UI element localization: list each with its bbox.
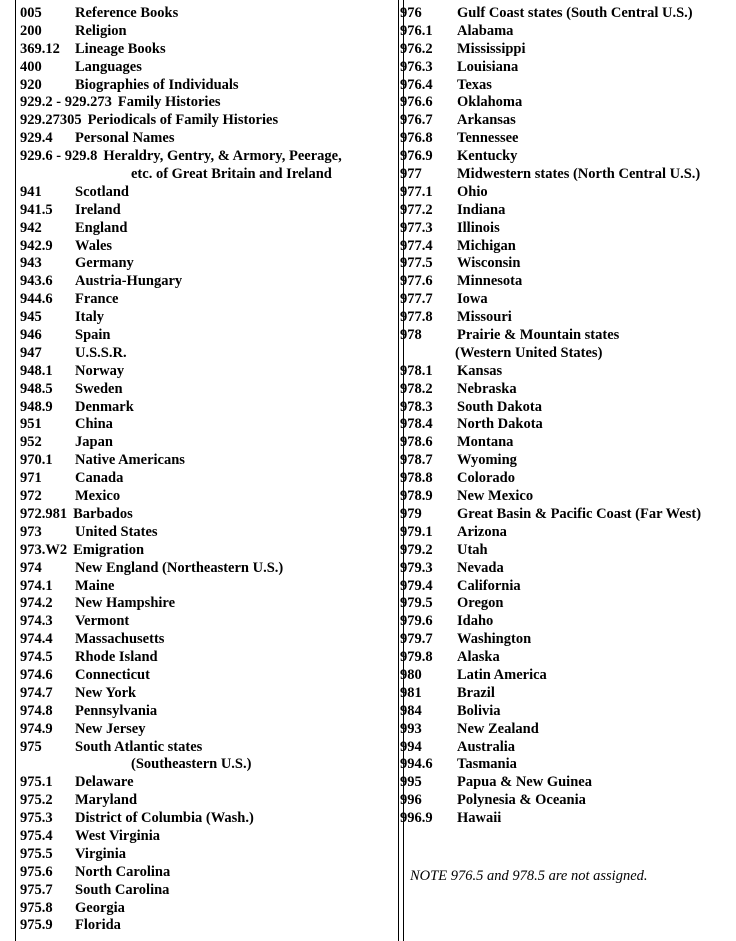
classification-row xyxy=(20,828,390,846)
classification-code: 979.3 xyxy=(400,559,433,576)
classification-label: Scotland xyxy=(75,183,129,200)
classification-label: Delaware xyxy=(75,774,134,791)
classification-code: 972.981 xyxy=(20,505,68,522)
classification-row xyxy=(400,220,736,238)
classification-code: 974.3 xyxy=(20,613,53,630)
classification-row xyxy=(400,309,736,327)
classification-row xyxy=(20,434,390,452)
classification-code: 978.8 xyxy=(400,470,433,487)
classification-label: Papua & New Guinea xyxy=(457,774,592,791)
classification-row xyxy=(20,917,390,935)
classification-row xyxy=(20,613,390,631)
classification-row xyxy=(400,399,736,417)
classification-row xyxy=(20,41,390,59)
classification-label: New Hampshire xyxy=(75,595,176,612)
classification-row xyxy=(20,273,390,291)
classification-label: Tennessee xyxy=(457,130,519,147)
classification-code: 942.9 xyxy=(20,237,53,254)
classification-label: South Carolina xyxy=(75,881,170,898)
classification-row xyxy=(400,202,736,220)
classification-label: U.S.S.R. xyxy=(75,344,127,361)
classification-label: Ireland xyxy=(75,201,121,218)
classification-code: 941.5 xyxy=(20,201,53,218)
classification-label: England xyxy=(75,219,128,236)
classification-code: 974.9 xyxy=(20,720,53,737)
classification-row xyxy=(400,363,736,381)
classification-label: Australia xyxy=(457,738,515,755)
classification-label: New Jersey xyxy=(75,720,146,737)
classification-label: Michigan xyxy=(457,237,516,254)
classification-row xyxy=(400,94,736,112)
left-classification-column xyxy=(20,5,390,935)
classification-row xyxy=(400,148,736,166)
classification-code: 995 xyxy=(400,774,422,791)
classification-code: 994.6 xyxy=(400,756,433,773)
classification-label: Kansas xyxy=(457,362,503,379)
classification-row xyxy=(20,399,390,417)
classification-label: West Virginia xyxy=(75,827,160,844)
classification-row xyxy=(400,434,736,452)
classification-label: Connecticut xyxy=(75,666,150,683)
classification-code: 976.6 xyxy=(400,94,433,111)
classification-code: 005 xyxy=(20,5,42,21)
classification-label: Denmark xyxy=(75,398,134,415)
classification-label: Oklahoma xyxy=(457,94,523,111)
classification-code: 975.6 xyxy=(20,863,53,880)
classification-label: Colorado xyxy=(457,470,515,487)
classification-code: 976.9 xyxy=(400,148,433,165)
classification-code: 996.9 xyxy=(400,810,433,827)
classification-row xyxy=(400,631,736,649)
classification-row xyxy=(20,703,390,721)
classification-code: 974.2 xyxy=(20,595,53,612)
classification-code: 941 xyxy=(20,183,42,200)
classification-label: Norway xyxy=(75,362,125,379)
left-border-rule xyxy=(15,0,16,941)
classification-row xyxy=(400,774,736,792)
classification-row xyxy=(20,130,390,148)
classification-code: 952 xyxy=(20,434,42,451)
classification-code: 972 xyxy=(20,488,42,505)
classification-row xyxy=(400,792,736,810)
classification-row xyxy=(20,578,390,596)
classification-code: 978.4 xyxy=(400,416,433,433)
classification-label: Illinois xyxy=(457,219,500,236)
classification-row xyxy=(20,667,390,685)
classification-label: Rhode Island xyxy=(75,649,158,666)
classification-code: 946 xyxy=(20,327,42,344)
classification-code: 948.1 xyxy=(20,362,53,379)
classification-code: 974.1 xyxy=(20,577,53,594)
classification-label: Utah xyxy=(457,541,488,558)
classification-code: 979.6 xyxy=(400,613,433,630)
classification-row xyxy=(20,416,390,434)
classification-label: North Carolina xyxy=(75,863,171,880)
classification-row xyxy=(20,166,390,184)
classification-row xyxy=(400,327,736,345)
classification-label: Massachusetts xyxy=(75,631,165,648)
classification-label: Austria-Hungary xyxy=(75,273,183,290)
classification-row xyxy=(20,560,390,578)
classification-row xyxy=(20,148,390,166)
classification-code: 978.7 xyxy=(400,452,433,469)
classification-row xyxy=(400,470,736,488)
classification-label: South Dakota xyxy=(457,398,543,415)
classification-row xyxy=(20,649,390,667)
classification-label: Germany xyxy=(75,255,134,272)
classification-code: 977 xyxy=(400,166,422,183)
classification-code: 979.8 xyxy=(400,649,433,666)
classification-code: 976.7 xyxy=(400,112,433,129)
classification-label-continuation: (Western United States) xyxy=(455,344,603,361)
classification-code: 974.4 xyxy=(20,631,53,648)
classification-row xyxy=(20,739,390,757)
column-divider-rule xyxy=(398,0,399,941)
classification-label-continuation: etc. of Great Britain and Ireland xyxy=(131,166,332,183)
classification-label: Bolivia xyxy=(457,702,501,719)
classification-code: 977.7 xyxy=(400,291,433,308)
classification-row xyxy=(20,488,390,506)
classification-code: 979.5 xyxy=(400,595,433,612)
classification-label: Montana xyxy=(457,434,514,451)
classification-row xyxy=(20,774,390,792)
classification-label: New England (Northeastern U.S.) xyxy=(75,559,284,576)
classification-label: Canada xyxy=(75,470,124,487)
classification-label: Biographies of Individuals xyxy=(75,76,239,93)
classification-row xyxy=(400,112,736,130)
classification-row xyxy=(400,578,736,596)
classification-code: 975.8 xyxy=(20,899,53,916)
classification-label: Indiana xyxy=(457,201,506,218)
classification-code: 942 xyxy=(20,219,42,236)
classification-code: 979.7 xyxy=(400,631,433,648)
classification-row xyxy=(20,94,390,112)
classification-row xyxy=(20,756,390,774)
classification-label-continuation: (Southeastern U.S.) xyxy=(131,756,252,773)
classification-row xyxy=(20,363,390,381)
classification-row xyxy=(400,23,736,41)
classification-code: 996 xyxy=(400,792,422,809)
classification-row xyxy=(400,273,736,291)
classification-code: 977.2 xyxy=(400,201,433,218)
classification-label: Hawaii xyxy=(457,810,502,827)
classification-label: Mississippi xyxy=(457,40,526,57)
classification-code: 979.2 xyxy=(400,541,433,558)
classification-row xyxy=(20,381,390,399)
classification-row xyxy=(20,23,390,41)
classification-code: 976.2 xyxy=(400,40,433,57)
classification-label: China xyxy=(75,416,113,433)
classification-code: 978.1 xyxy=(400,362,433,379)
classification-code: 943 xyxy=(20,255,42,272)
classification-label: Personal Names xyxy=(75,130,175,147)
classification-row xyxy=(400,721,736,739)
note-text: NOTE 976.5 and 978.5 are not assigned. xyxy=(410,868,648,884)
classification-code: 976 xyxy=(400,5,422,21)
classification-row xyxy=(400,255,736,273)
classification-code: 978.2 xyxy=(400,380,433,397)
right-classification-column xyxy=(400,5,736,828)
classification-label: Mexico xyxy=(75,488,121,505)
classification-code: 973 xyxy=(20,523,42,540)
classification-row xyxy=(400,166,736,184)
classification-code: 993 xyxy=(400,720,422,737)
classification-row xyxy=(400,59,736,77)
classification-label: Emigration xyxy=(73,541,145,558)
classification-row xyxy=(400,703,736,721)
classification-label: Arkansas xyxy=(457,112,516,129)
classification-code: 929.6 - 929.8 xyxy=(20,148,98,165)
classification-label: Vermont xyxy=(75,613,130,630)
classification-label: Periodicals of Family Histories xyxy=(87,112,279,129)
classification-code: 977.1 xyxy=(400,183,433,200)
classification-label: Kentucky xyxy=(457,148,518,165)
classification-row xyxy=(20,77,390,95)
classification-code: 970.1 xyxy=(20,452,53,469)
classification-row xyxy=(20,184,390,202)
classification-label: District of Columbia (Wash.) xyxy=(75,810,254,827)
classification-label: Midwestern states (North Central U.S.) xyxy=(457,166,701,183)
classification-row xyxy=(20,309,390,327)
classification-code: 975 xyxy=(20,738,42,755)
classification-code: 977.4 xyxy=(400,237,433,254)
classification-label: Brazil xyxy=(457,684,495,701)
classification-code: 943.6 xyxy=(20,273,53,290)
classification-label: Texas xyxy=(457,76,492,93)
classification-row xyxy=(400,77,736,95)
classification-label: Polynesia & Oceania xyxy=(457,792,586,809)
classification-row xyxy=(400,685,736,703)
classification-row xyxy=(20,542,390,560)
classification-code: 976.1 xyxy=(400,22,433,39)
classification-code: 977.5 xyxy=(400,255,433,272)
classification-label: New Mexico xyxy=(457,488,534,505)
classification-row xyxy=(400,184,736,202)
classification-row xyxy=(20,345,390,363)
classification-row xyxy=(400,613,736,631)
classification-label: Nebraska xyxy=(457,380,517,397)
classification-label: Wisconsin xyxy=(457,255,521,272)
classification-code: 920 xyxy=(20,76,42,93)
classification-label: Idaho xyxy=(457,613,494,630)
classification-label: Virginia xyxy=(75,845,127,862)
classification-label: Alabama xyxy=(457,22,514,39)
classification-code: 976.3 xyxy=(400,58,433,75)
classification-code: 980 xyxy=(400,666,422,683)
classification-row xyxy=(400,560,736,578)
classification-row xyxy=(20,810,390,828)
classification-code: 974.5 xyxy=(20,649,53,666)
classification-label: Minnesota xyxy=(457,273,523,290)
classification-code: 978 xyxy=(400,327,422,344)
classification-row xyxy=(20,5,390,23)
classification-row xyxy=(400,649,736,667)
classification-label: Ohio xyxy=(457,183,488,200)
classification-code: 975.2 xyxy=(20,792,53,809)
classification-row xyxy=(20,220,390,238)
classification-code: 974.8 xyxy=(20,702,53,719)
classification-row xyxy=(400,756,736,774)
classification-code: 994 xyxy=(400,738,422,755)
classification-label: Tasmania xyxy=(457,756,517,773)
classification-row xyxy=(400,739,736,757)
classification-row xyxy=(400,291,736,309)
classification-code: 975.9 xyxy=(20,917,53,934)
classification-row xyxy=(20,631,390,649)
classification-code: 978.9 xyxy=(400,488,433,505)
classification-label: Languages xyxy=(75,58,142,75)
classification-row xyxy=(20,721,390,739)
classification-code: 975.1 xyxy=(20,774,53,791)
classification-row xyxy=(20,792,390,810)
classification-row xyxy=(20,864,390,882)
classification-row xyxy=(400,381,736,399)
classification-row xyxy=(20,524,390,542)
classification-code: 951 xyxy=(20,416,42,433)
classification-row xyxy=(20,452,390,470)
classification-row xyxy=(400,524,736,542)
classification-row xyxy=(400,41,736,59)
classification-row xyxy=(20,327,390,345)
classification-label: Prairie & Mountain states xyxy=(457,327,620,344)
classification-code: 400 xyxy=(20,58,42,75)
classification-code: 975.5 xyxy=(20,845,53,862)
classification-code: 369.12 xyxy=(20,40,60,57)
classification-label: Wales xyxy=(75,237,113,254)
classification-label: New York xyxy=(75,684,137,701)
classification-code: 981 xyxy=(400,684,422,701)
classification-code: 984 xyxy=(400,702,422,719)
classification-label: Native Americans xyxy=(75,452,185,469)
classification-label: France xyxy=(75,291,119,308)
classification-code: 944.6 xyxy=(20,291,53,308)
classification-label: Great Basin & Pacific Coast (Far West) xyxy=(457,505,702,522)
classification-label: Alaska xyxy=(457,649,500,666)
classification-row xyxy=(20,112,390,130)
classification-row xyxy=(20,595,390,613)
classification-label: Pennsylvania xyxy=(75,702,158,719)
classification-row xyxy=(400,345,736,363)
classification-label: Maine xyxy=(75,577,115,594)
classification-label: Missouri xyxy=(457,309,512,326)
classification-row xyxy=(400,238,736,256)
classification-row xyxy=(20,882,390,900)
classification-row xyxy=(20,685,390,703)
classification-label: Iowa xyxy=(457,291,488,308)
classification-code: 200 xyxy=(20,22,42,39)
classification-row xyxy=(400,5,736,23)
classification-row xyxy=(400,488,736,506)
classification-label: California xyxy=(457,577,521,594)
classification-code: 975.3 xyxy=(20,810,53,827)
classification-label: Oregon xyxy=(457,595,504,612)
classification-code: 974 xyxy=(20,559,42,576)
classification-code: 976.8 xyxy=(400,130,433,147)
classification-code: 977.8 xyxy=(400,309,433,326)
classification-code: 929.2 - 929.273 xyxy=(20,94,112,111)
classification-label: Gulf Coast states (South Central U.S.) xyxy=(457,5,693,21)
classification-label: Maryland xyxy=(75,792,138,809)
classification-label: Florida xyxy=(75,917,121,934)
classification-code: 977.6 xyxy=(400,273,433,290)
classification-label: Sweden xyxy=(75,380,123,397)
classification-code: 975.7 xyxy=(20,881,53,898)
classification-code: 975.4 xyxy=(20,827,53,844)
classification-code: 979.4 xyxy=(400,577,433,594)
classification-code: 971 xyxy=(20,470,42,487)
classification-row xyxy=(20,202,390,220)
classification-label: North Dakota xyxy=(457,416,543,433)
classification-code: 948.9 xyxy=(20,398,53,415)
classification-code: 974.7 xyxy=(20,684,53,701)
classification-label: Japan xyxy=(75,434,113,451)
classification-label: South Atlantic states xyxy=(75,738,203,755)
classification-code: 976.4 xyxy=(400,76,433,93)
classification-row xyxy=(400,506,736,524)
classification-row xyxy=(400,452,736,470)
classification-row xyxy=(400,810,736,828)
classification-row xyxy=(400,595,736,613)
classification-code: 979.1 xyxy=(400,523,433,540)
classification-row xyxy=(20,846,390,864)
classification-row xyxy=(20,900,390,918)
classification-code: 947 xyxy=(20,344,42,361)
classification-row xyxy=(400,667,736,685)
classification-code: 948.5 xyxy=(20,380,53,397)
classification-code: 945 xyxy=(20,309,42,326)
classification-label: Barbados xyxy=(73,505,133,522)
classification-code: 978.6 xyxy=(400,434,433,451)
classification-row xyxy=(20,255,390,273)
classification-label: Spain xyxy=(75,327,111,344)
classification-row xyxy=(400,130,736,148)
classification-label: Italy xyxy=(75,309,104,326)
classification-label: Washington xyxy=(457,631,532,648)
classification-row xyxy=(20,238,390,256)
classification-label: United States xyxy=(75,523,158,540)
classification-label: Latin America xyxy=(457,666,547,683)
classification-row xyxy=(20,506,390,524)
classification-row xyxy=(400,542,736,560)
classification-label: Louisiana xyxy=(457,58,519,75)
classification-code: 929.4 xyxy=(20,130,53,147)
classification-label: Reference Books xyxy=(75,5,179,21)
classification-code: 974.6 xyxy=(20,666,53,683)
classification-label: Religion xyxy=(75,22,127,39)
classification-label: New Zealand xyxy=(457,720,539,737)
classification-label: Arizona xyxy=(457,523,507,540)
classification-row xyxy=(400,416,736,434)
classification-label: Lineage Books xyxy=(75,40,166,57)
classification-code: 978.3 xyxy=(400,398,433,415)
classification-row xyxy=(20,59,390,77)
classification-row xyxy=(20,291,390,309)
classification-row xyxy=(20,470,390,488)
classification-label: Georgia xyxy=(75,899,125,916)
classification-label: Wyoming xyxy=(457,452,517,469)
classification-code: 929.27305 xyxy=(20,112,82,129)
classification-code: 973.W2 xyxy=(20,541,68,558)
classification-label: Heraldry, Gentry, & Armory, Peerage, xyxy=(103,148,342,165)
classification-label: Family Histories xyxy=(117,94,221,111)
classification-code: 977.3 xyxy=(400,219,433,236)
classification-label: Nevada xyxy=(457,559,504,576)
classification-code: 979 xyxy=(400,505,422,522)
